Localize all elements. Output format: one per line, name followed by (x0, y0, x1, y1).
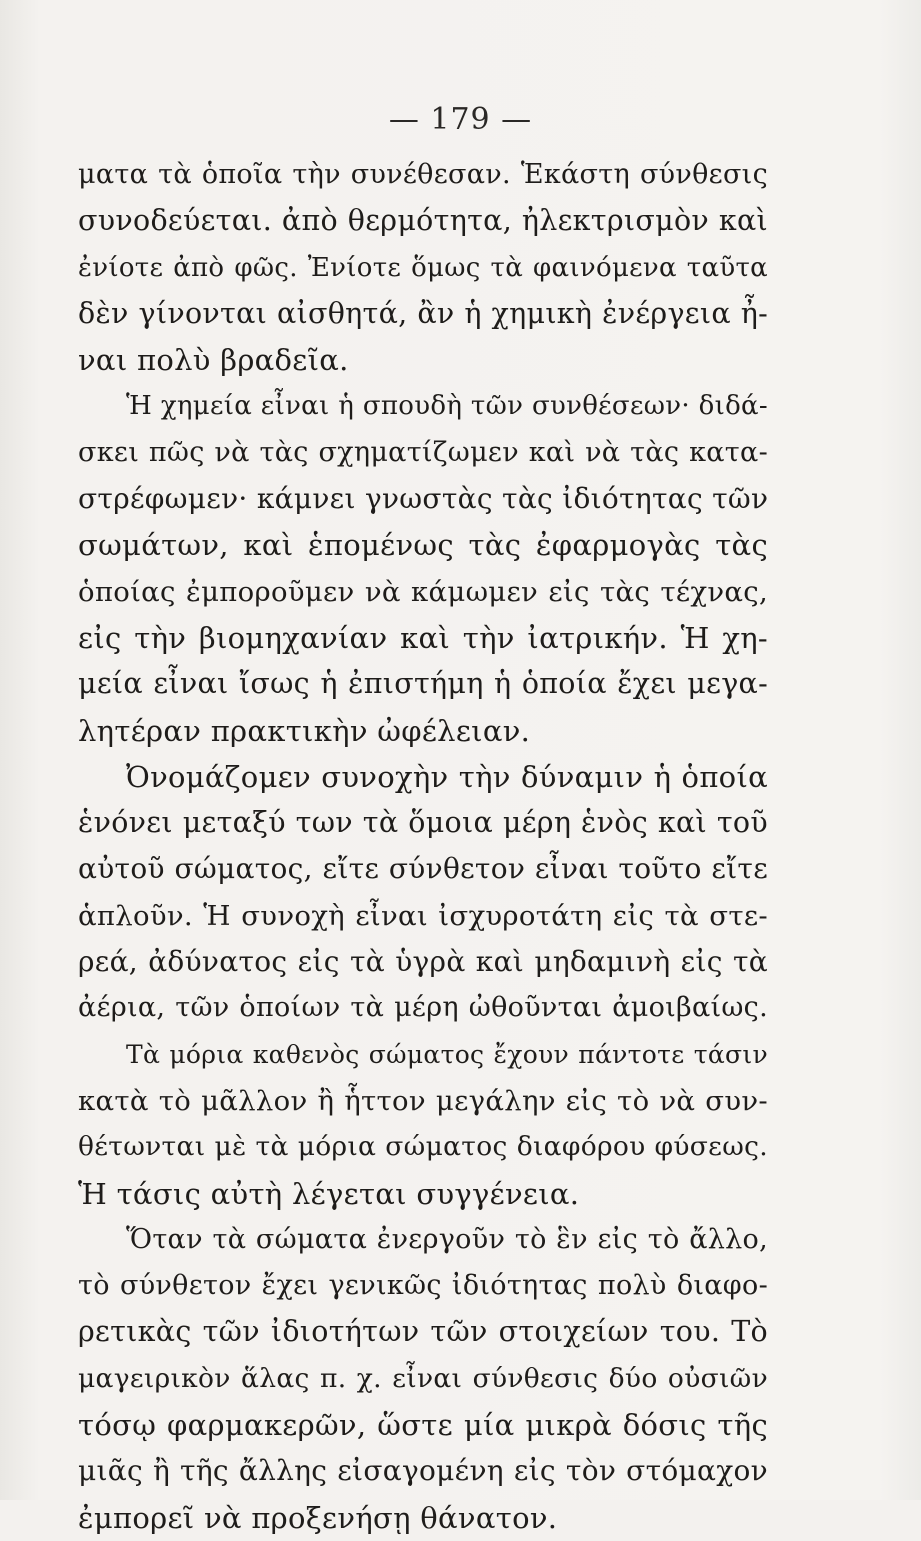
text-line: θέτωνται μὲ τὰ μόρια σώματος διαφόρου φύσεως. (78, 1131, 768, 1163)
text-line: ἁπλοῦν. Ἡ συνοχὴ εἶναι ἰσχυροτάτη εἰς τὰ στε- (78, 899, 768, 932)
text-line: συνοδεύεται. ἀπὸ θερμότητα, ἠλεκτρισμὸν καὶ (78, 204, 768, 238)
text-line: Ἡ τάσις αὐτὴ λέγεται συγγένεια. (78, 1176, 580, 1211)
text-line: Ὀνομάζομεν συνοχὴν τὴν δύναμιν ἡ ὁποία (126, 759, 768, 794)
text-line: λητέραν πρακτικὴν ὠφέλειαν. (78, 713, 531, 748)
text-line: Ἡ χημεία εἶναι ἡ σπουδὴ τῶν συνθέσεων· διδά- (126, 391, 768, 422)
text-line: Ὅταν τὰ σώματα ἐνεργοῦν τὸ ἓν εἰς τὸ ἄλλο, (126, 1223, 768, 1255)
text-line: ναι πολὺ βραδεῖα. (78, 343, 349, 378)
text-line: ἑνόνει μεταξύ των τὰ ὅμοια μέρη ἑνὸς καὶ τοῦ (78, 806, 768, 840)
text-line: στρέφωμεν· κάμνει γνωστὰς τὰς ἰδιότητας τῶν (78, 482, 769, 516)
text-line: ματα τὰ ὁποῖα τὴν συνέθεσαν. Ἑκάστη σύνθεσις (78, 159, 768, 190)
text-line: ρεά, ἀδύνατος εἰς τὰ ὑγρὰ καὶ μηδαμινὴ εἰς τὰ (78, 945, 768, 979)
text-line: τόσῳ φαρμακερῶν, ὥστε μία μικρὰ δόσις τῆς (78, 1408, 768, 1443)
text-line: αὐτοῦ σώματος, εἴτε σύνθετον εἶναι τοῦτο εἴτε (78, 852, 768, 886)
text-line: δὲν γίνονται αἰσθητά, ἂν ἡ χημικὴ ἐνέργεια ἦ- (78, 296, 768, 330)
text-line: ρετικὰς τῶν ἰδιοτήτων τῶν στοιχείων του. Τὸ (78, 1315, 768, 1349)
text-line: μεία εἶναι ἴσως ἡ ἐπιστήμη ἡ ὁποία ἔχει μεγα- (78, 667, 768, 701)
text-line: κατὰ τὸ μᾶλλον ἢ ἧττον μεγάλην εἰς τὸ νὰ συν- (78, 1084, 768, 1117)
text-line: εἰς τὴν βιομηχανίαν καὶ τὴν ἰατρικήν. Ἡ χη- (78, 620, 768, 655)
text-line: σωμάτων, καὶ ἑπομένως τὰς ἐφαρμογὰς τὰς (78, 528, 768, 563)
text-line: σκει πῶς νὰ τὰς σχηματίζωμεν καὶ νὰ τὰς κατα- (78, 436, 768, 468)
text-line: Τὰ μόρια καθενὸς σώματος ἔχουν πάντοτε τάσιν (126, 1039, 768, 1069)
text-line: μαγειρικὸν ἅλας π. χ. εἶναι σύνθεσις δύο οὐσιῶν (78, 1362, 768, 1394)
page-number: — 179 — (388, 102, 533, 137)
text-line: μιᾶς ἢ τῆς ἄλλης εἰσαγομένη εἰς τὸν στόμαχον (78, 1454, 768, 1488)
text-line: ἀέρια, τῶν ὁποίων τὰ μέρη ὠθοῦνται ἀμοιβαίως. (78, 992, 768, 1024)
text-line: ἐμπορεῖ νὰ προξενήσῃ θάνατον. (78, 1500, 558, 1535)
body-text (78, 152, 768, 1541)
text-line: ὁποίας ἐμποροῦμεν νὰ κάμωμεν εἰς τὰς τέχνας, (78, 575, 768, 608)
text-line: ἐνίοτε ἀπὸ φῶς. Ἐνίοτε ὅμως τὰ φαινόμενα ταῦτα (78, 252, 768, 283)
text-line: τὸ σύνθετον ἔχει γενικῶς ἰδιότητας πολὺ διαφο- (78, 1270, 768, 1302)
